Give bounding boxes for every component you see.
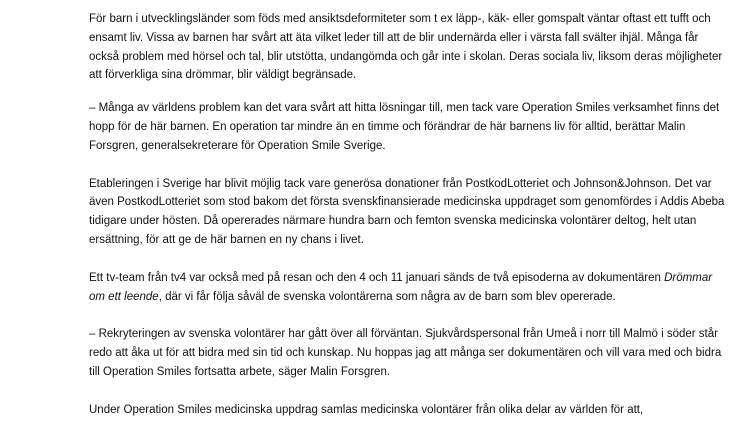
paragraph-intro: För barn i utvecklingsländer som föds med ansiktsdeformiteter som t ex läpp-, käk- eller gomspalt väntar oftast ett tufft och ensamt liv. Vissa av barnen har svårt att äta vilket leder till att de blir undernärda eller i värsta fall svälter ihjäl. Många får också problem med hörsel och tal, blir utstötta, undangömda och går inte i skolan. Deras sociala liv, liksom deras möjligheter att förverkliga sina drömmar, blir väldigt begränsade.: [89, 13, 723, 82]
documentary-text-after: , där vi får följa såväl de svenska volontärerna som några av de barn som blev opererade.: [158, 290, 616, 303]
paragraph-tv-documentary: [89, 269, 729, 307]
paragraph-quote-forsgren-1: – Många av världens problem kan det vara svårt att hitta lösningar till, men tack vare Operation Smiles verksamhet finns det hopp för de här barnen. En operation tar mindre än en timme och förändrar de här barnens liv för alltid, berättar Malin Forsgren, generalsekreterare för Operation Smile Sverige.: [89, 102, 720, 152]
documentary-text-before: Ett tv-team från tv4 var också med på resan och den 4 och 11 januari sänds de två episoderna av dokumentären: [89, 271, 665, 284]
paragraph-quote-forsgren-2: – Rekryteringen av svenska volontärer har gått över all förväntan. Sjukvårdspersonal från Umeå i norr till Malmö i söder står redo att åka ut för att bidra med sin tid och kunskap. Nu hoppas jag att många ser dokumentären och vill vara med och bidra till Operation Smiles fortsatta arbete, säger Malin Forsgren.: [89, 328, 722, 378]
paragraph-missions: Under Operation Smiles medicinska uppdrag samlas medicinska volontärer från olika delar av världen för att,: [89, 403, 644, 416]
documentary-title: Drömmar om ett leende: [89, 271, 713, 303]
document-page: [89, 10, 729, 439]
paragraph-establishment: Etableringen i Sverige har blivit möjlig tack vare generösa donationer från PostkodLotteriet och Johnson&Johnson. Det var även PostkodLotteriet som stod bakom det första svenskfinansierade medicinska uppdraget som genomfördes i Addis Abeba tidigare under hösten. Då opererades närmare hundra barn och femton svenska medicinska volontärer deltog, helt utan ersättning, för att ge de här barnen en ny chans i livet.: [89, 177, 725, 246]
